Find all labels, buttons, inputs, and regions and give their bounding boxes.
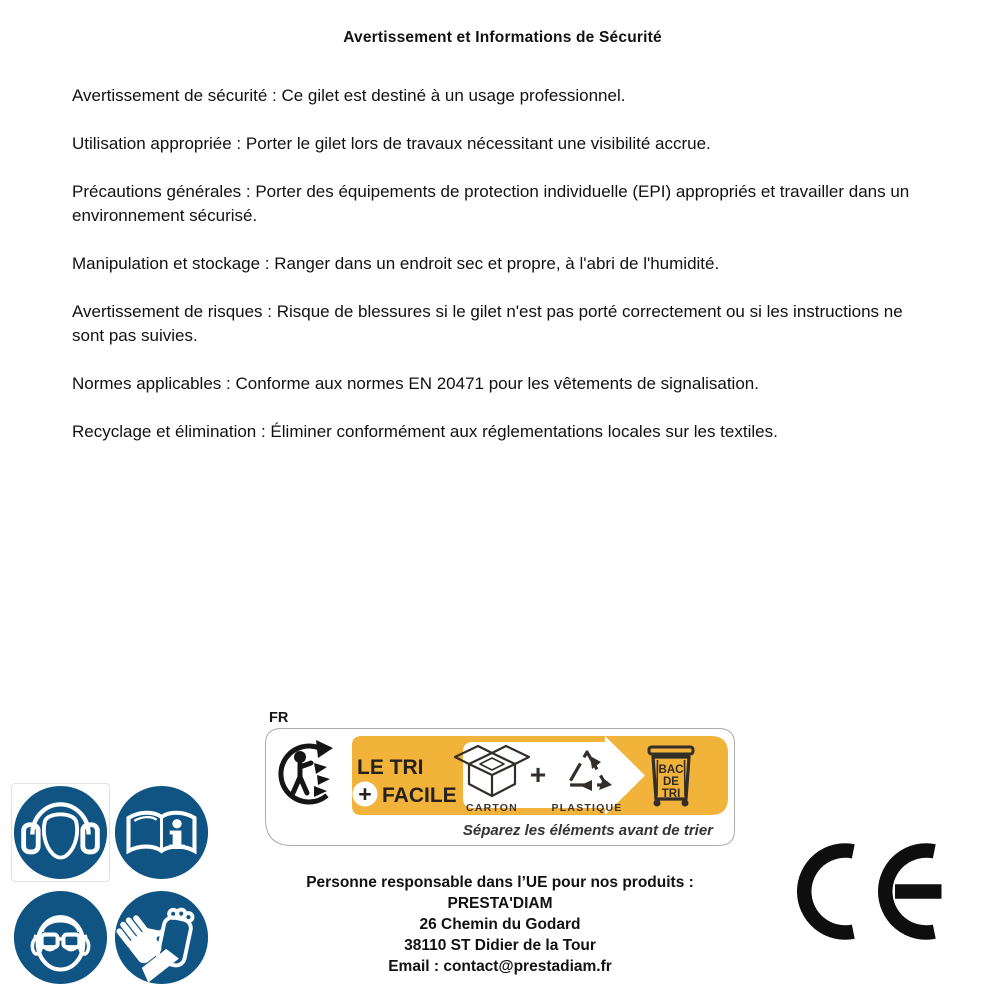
country-code-label: FR: [269, 710, 289, 726]
materials-separator: +: [529, 759, 547, 790]
recycling-info-label: [265, 710, 735, 851]
protective-gloves-icon: [113, 889, 210, 986]
separate-elements-note: Séparez les éléments avant de trier: [462, 822, 713, 839]
paragraph-recyclage-elimination: Recyclage et élimination : Éliminer conformément aux réglementations locales sur les textiles.: [72, 422, 778, 441]
bin-label-de: DE: [663, 776, 679, 788]
company-name: PRESTA'DIAM: [447, 895, 553, 912]
paragraph-precautions-generales: Précautions générales : Porter des équipements de protection individuelle (EPI) appropriés et travailler dans un environnement sécurisé.: [72, 182, 910, 225]
info-tri-panel: [265, 728, 735, 846]
bin-label-bac: BAC: [658, 764, 684, 776]
material-carton-label: CARTON: [466, 802, 518, 814]
page-title: Avertissement et Informations de Sécurité: [343, 29, 662, 46]
bin-label-tri: TRI: [661, 788, 681, 800]
read-manual-icon: [113, 784, 210, 881]
responsible-person-block: [240, 872, 760, 977]
ce-marking-icon: [795, 840, 945, 948]
contact-email: Email : contact@prestadiam.fr: [388, 958, 612, 975]
ear-protection-icon: [12, 784, 109, 881]
paragraph-normes-applicables: Normes applicables : Conforme aux normes EN 20471 pour les vêtements de signalisation.: [72, 374, 759, 393]
headline-le-tri: LE TRI: [357, 756, 424, 779]
material-plastique-label: PLASTIQUE: [551, 802, 623, 814]
eye-protection-icon: [12, 889, 109, 986]
responsible-intro-line: Personne responsable dans l’UE pour nos produits :: [306, 874, 694, 891]
address-city: 38110 ST Didier de la Tour: [404, 937, 596, 954]
safety-paragraphs: [72, 84, 936, 468]
headline-facile: FACILE: [382, 784, 457, 807]
paragraph-avertissement-risques: Avertissement de risques : Risque de blessures si le gilet n'est pas porté correctement ou si les instructions ne sont pas suivies.: [72, 302, 903, 345]
plus-sign: +: [358, 781, 372, 807]
paragraph-avertissement-securite: Avertissement de sécurité : Ce gilet est destiné à un usage professionnel.: [72, 86, 626, 105]
paragraph-utilisation-appropriee: Utilisation appropriée : Porter le gilet lors de travaux nécessitant une visibilité accrue.: [72, 134, 711, 153]
address-street: 26 Chemin du Godard: [419, 916, 581, 933]
mandatory-safety-icons: [12, 784, 210, 986]
paragraph-manipulation-stockage: Manipulation et stockage : Ranger dans un endroit sec et propre, à l'abri de l'humidité.: [72, 254, 720, 273]
